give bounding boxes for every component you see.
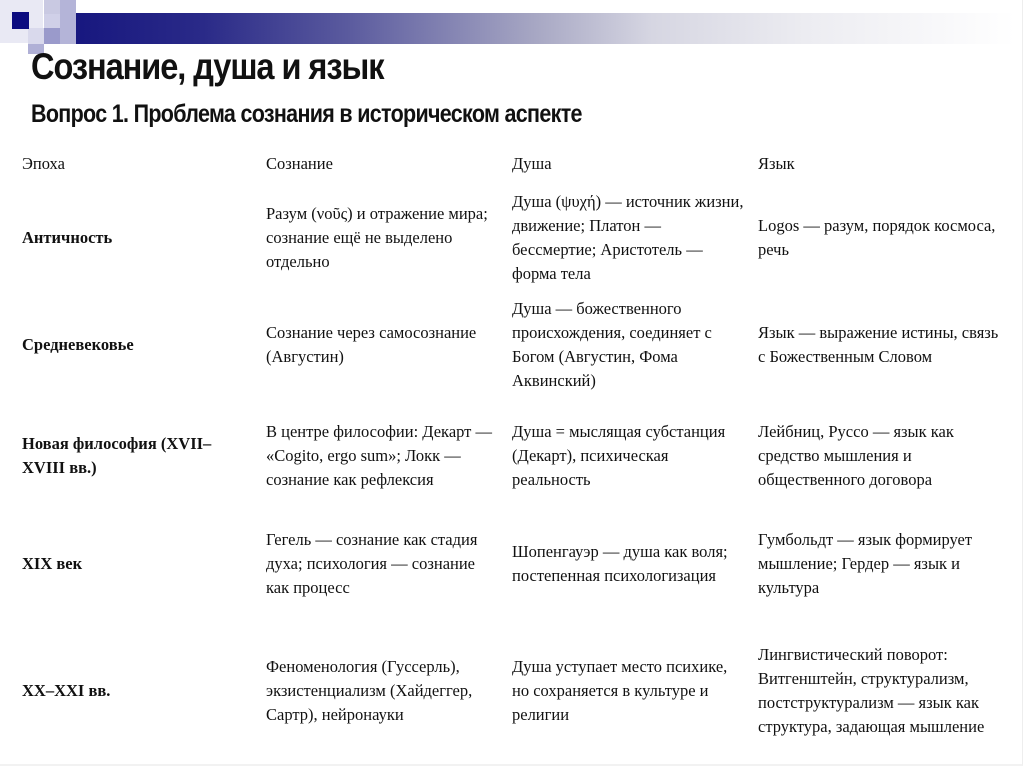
cell-language: Лейбниц, Руссо — язык как средство мышления и общественного договора xyxy=(758,422,954,489)
page-subtitle: Вопрос 1. Проблема сознания в историческом аспекте xyxy=(31,100,582,128)
cell-soul: Душа уступает место психике, но сохраняется в культуре и религии xyxy=(512,657,728,724)
table-header-row xyxy=(16,148,1006,184)
column-header-consciousness: Сознание xyxy=(266,154,333,173)
page-title: Сознание, душа и язык xyxy=(31,46,384,87)
cell-soul: Душа (ψυχή) — источник жизни, движение; Платон — бессмертие; Аристотель — форма тела xyxy=(512,192,744,283)
cell-era: XX–XXI вв. xyxy=(22,681,111,700)
cell-consciousness: В центре философии: Декарт — «Cogito, ergo sum»; Локк — сознание как рефлексия xyxy=(266,422,493,489)
cell-soul: Душа — божественного происхождения, соединяет с Богом (Августин, Фома Аквинский) xyxy=(512,299,712,390)
cell-soul: Шопенгауэр — душа как воля; постепенная психологизация xyxy=(512,542,728,585)
table-row xyxy=(16,614,1006,768)
cell-language: Лингвистический поворот: Витгенштейн, структурализм, постструктурализм — язык как структура, задающая мышление xyxy=(758,645,985,736)
table-row xyxy=(16,514,1006,614)
history-table xyxy=(16,148,1006,768)
cell-consciousness: Феноменология (Гуссерль), экзистенциализм (Хайдеггер, Сартр), нейронауки xyxy=(266,657,473,724)
decor-square xyxy=(60,0,76,44)
cell-era: XIX век xyxy=(22,554,83,573)
cell-consciousness: Гегель — сознание как стадия духа; психология — сознание как процесс xyxy=(266,530,478,597)
cell-language: Язык — выражение истины, связь с Божественным Словом xyxy=(758,323,999,366)
cell-language: Гумбольдт — язык формирует мышление; Гердер — язык и культура xyxy=(758,530,973,597)
cell-language: Logos — разум, порядок космоса, речь xyxy=(758,216,996,259)
decor-square xyxy=(44,28,60,44)
cell-consciousness: Сознание через самосознание (Августин) xyxy=(266,323,477,366)
cell-era: Новая философия (XVII–XVIII вв.) xyxy=(22,434,212,477)
decor-square xyxy=(44,14,60,28)
decor-square xyxy=(28,28,44,44)
table-row xyxy=(16,184,1006,292)
table-row xyxy=(16,398,1006,514)
column-header-soul: Душа xyxy=(512,154,552,173)
cell-era: Средневековье xyxy=(22,335,134,354)
cell-soul: Душа = мыслящая субстанция (Декарт), психическая реальность xyxy=(512,422,726,489)
column-header-language: Язык xyxy=(758,154,795,173)
table-row xyxy=(16,292,1006,398)
header-gradient-bar xyxy=(60,13,1015,44)
cell-consciousness: Разум (νοῦς) и отражение мира; сознание ещё не выделено отдельно xyxy=(266,204,488,271)
cell-era: Античность xyxy=(22,228,113,247)
decor-square-dark xyxy=(12,12,29,29)
column-header-era: Эпоха xyxy=(22,154,65,173)
